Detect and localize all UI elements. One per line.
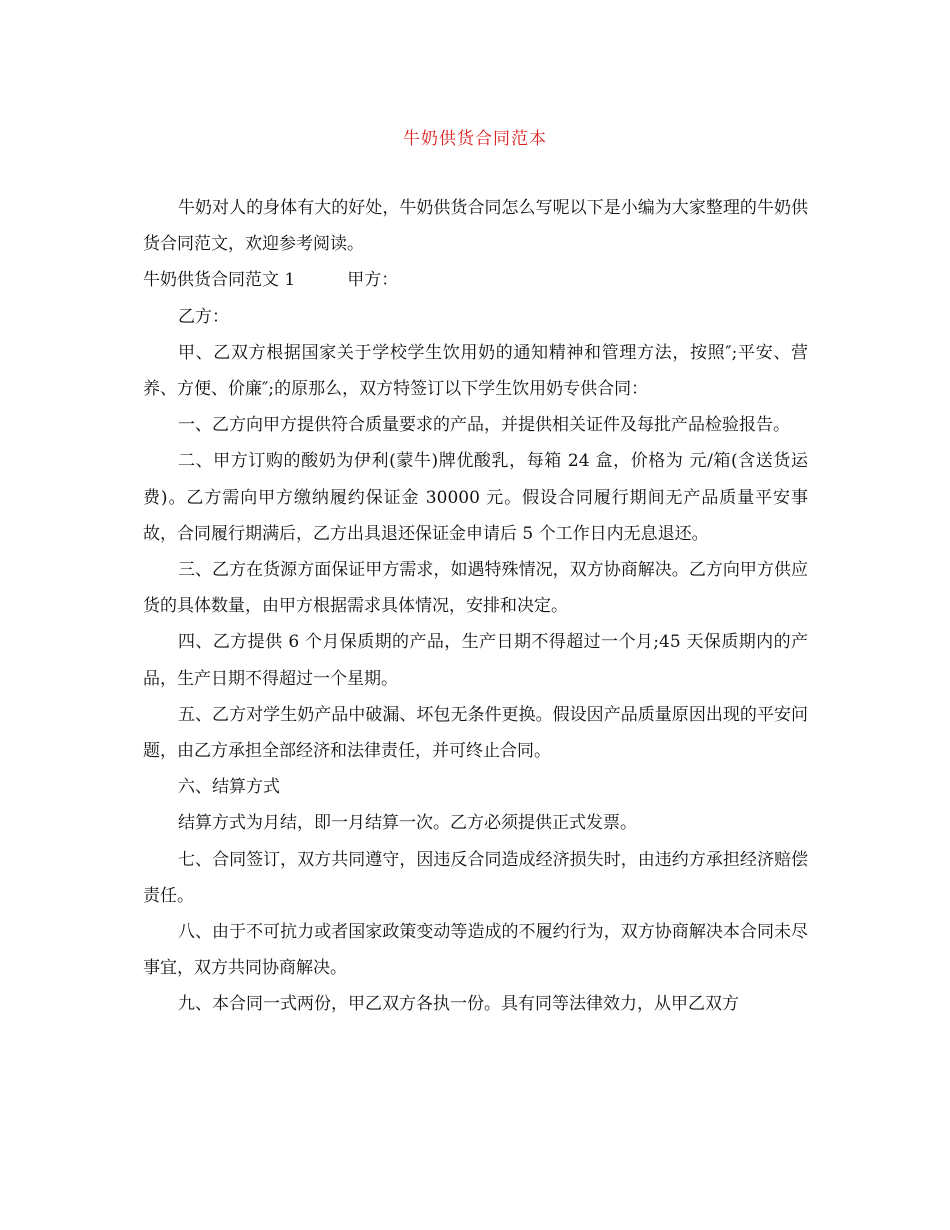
clause-9: 九、本合同一式两份，甲乙双方各执一份。具有同等法律效力，从甲乙双方 xyxy=(178,994,739,1015)
clause-3: 三、乙方在货源方面保证甲方需求，如遇特殊情况，双方协商解决。乙方向甲方供应货的具体数量，由甲方根据需求具体情况，安排和决定。 xyxy=(143,560,808,617)
sample-heading: 牛奶供货合同范文 1 xyxy=(143,270,296,291)
contract-paragraph: 甲、乙双方根据国家关于学校学生饮用奶的通知精神和管理方法，按照″;平安、营养、方便、价廉″;的原那么，双方特签订以下学生饮用奶专供合同： xyxy=(143,342,808,400)
clause-1: 一、乙方向甲方提供符合质量要求的产品，并提供相关证件及每批产品检验报告。 xyxy=(178,415,790,436)
intro-paragraph: 牛奶对人的身体有大的好处，牛奶供货合同怎么写呢以下是小编为大家整理的牛奶供货合同范文，欢迎参考阅读。 xyxy=(143,198,808,255)
clause-4: 四、乙方提供 6 个月保质期的产品，生产日期不得超过一个月;45 天保质期内的产品，生产日期不得超过一个星期。 xyxy=(143,632,808,689)
clause-6-heading: 六、结算方式 xyxy=(178,777,280,798)
clause-7: 七、合同签订，双方共同遵守，因违反合同造成经济损失时，由违约方承担经济赔偿责任。 xyxy=(143,849,808,906)
sample-heading-line xyxy=(143,262,808,298)
settlement-paragraph: 结算方式为月结，即一月结算一次。乙方必须提供正式发票。 xyxy=(178,813,637,834)
party-b-label: 乙方： xyxy=(178,306,229,327)
document-body xyxy=(143,190,808,1023)
party-a-label: 甲方： xyxy=(347,270,399,291)
clause-8: 八、由于不可抗力或者国家政策变动等造成的不履约行为，双方协商解决本合同未尽事宜，双方共同协商解决。 xyxy=(143,922,808,979)
document-title: 牛奶供货合同范本 xyxy=(403,129,547,149)
clause-2: 二、甲方订购的酸奶为伊利(蒙牛)牌优酸乳，每箱 24 盒，价格为 元/箱(含送货运费)。乙方需向甲方缴纳履约保证金 30000 元。假设合同履行期间无产品质量平安事故，合同履行期满后，乙方出具退还保证金申请后 5 个工作日内无息退还。 xyxy=(143,451,808,544)
clause-5: 五、乙方对学生奶产品中破漏、坏包无条件更换。假设因产品质量原因出现的平安问题，由乙方承担全部经济和法律责任，并可终止合同。 xyxy=(143,704,808,762)
